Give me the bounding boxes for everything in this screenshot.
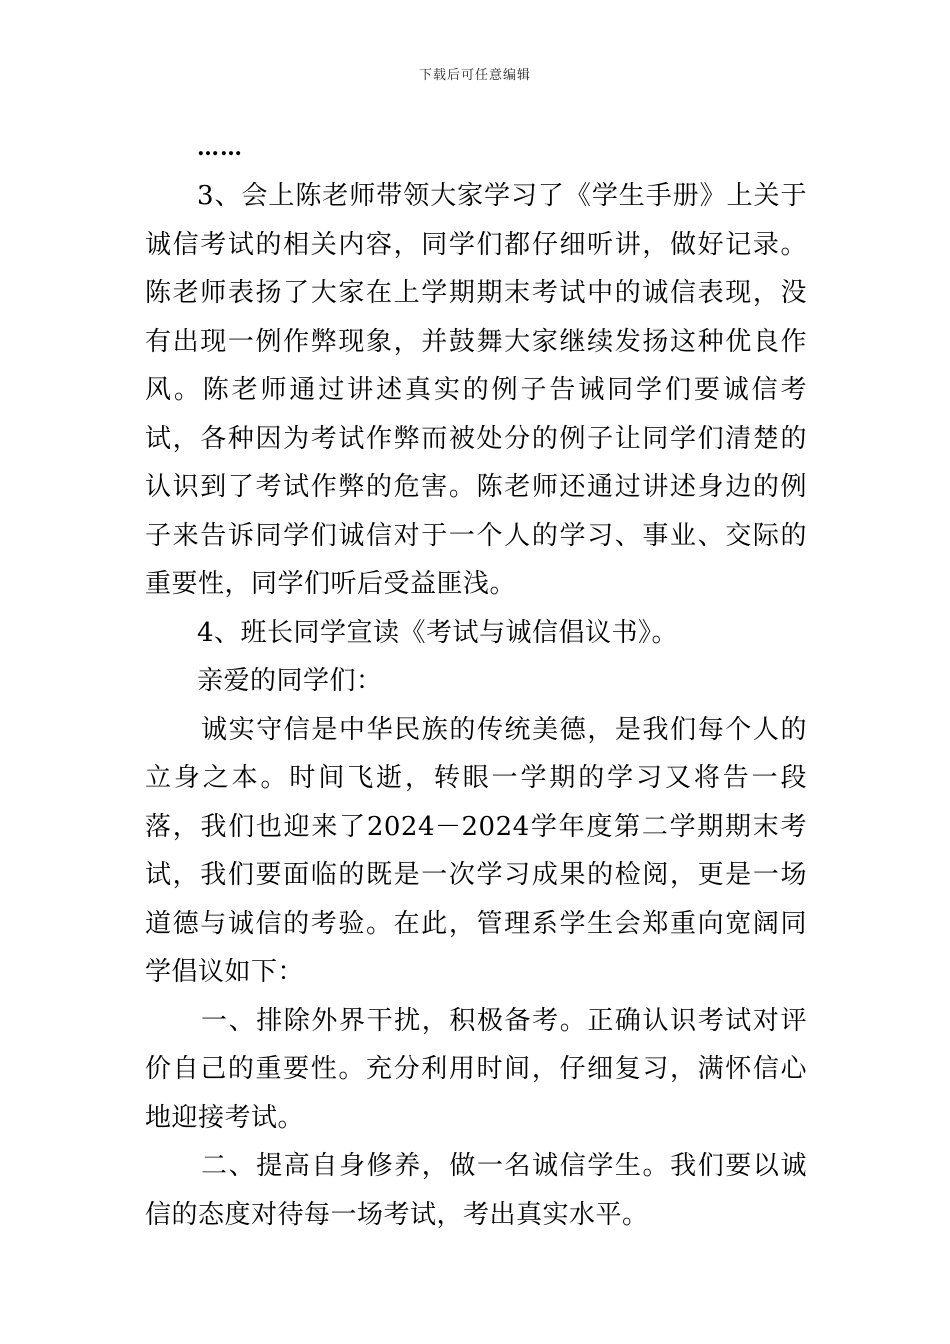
paragraph-meeting-study: 3、会上陈老师带领大家学习了《学生手册》上关于诚信考试的相关内容，同学们都仔细听讲，做好记录。陈老师表扬了大家在上学期期末考试中的诚信表现，没有出现一例作弊现象，并鼓舞大家继续发扬这种优良作风。陈老师通过讲述真实的例子告诫同学们要诚信考试，各种因为考试作弊而被处分的例子让同学们清楚的认识到了考试作弊的危害。陈老师还通过讲述身边的例子来告诉同学们诚信对于一个人的学习、事业、交际的重要性，同学们听后受益匪浅。: [145, 181, 807, 599]
paragraph-monitor-reads: 4、班长同学宣读《考试与诚信倡议书》。: [197, 617, 679, 648]
document-body: [145, 124, 807, 1239]
page-header: 下载后可任意编辑: [418, 68, 531, 83]
paragraph-salutation: 亲爱的同学们：: [197, 666, 383, 696]
ellipsis-line: ……: [197, 135, 243, 161]
paragraph-proposal-two: 二、提高自身修养，做一名诚信学生。我们要以诚信的态度对待每一场考试，考出真实水平。: [145, 1151, 807, 1230]
paragraph-honesty-intro: 诚实守信是中华民族的传统美德，是我们每个人的立身之本。时间飞逝，转眼一学期的学习又将告一段落，我们也迎来了2024－2024学年度第二学期期末考试，我们要面临的既是一次学习成果的检阅，更是一场道德与诚信的考验。在此，管理系学生会郑重向宽阔同学倡议如下：: [145, 714, 807, 987]
paragraph-proposal-one: 一、排除外界干扰，积极备考。正确认识考试对评价自己的重要性。充分利用时间，仔细复习，满怀信心地迎接考试。: [145, 1005, 807, 1133]
